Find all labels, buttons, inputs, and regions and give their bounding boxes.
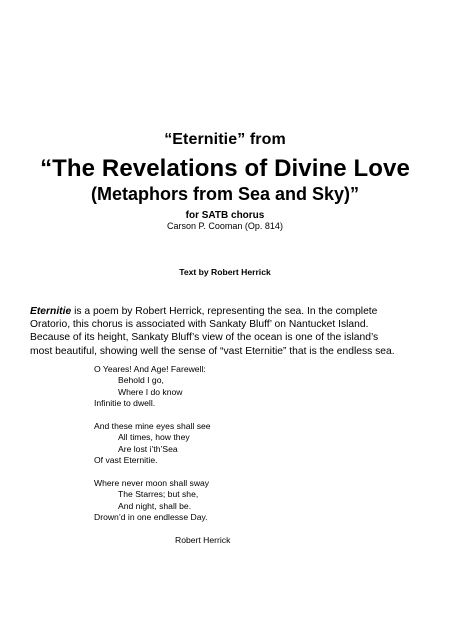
poem-line: Infinitie to dwell.	[94, 398, 156, 409]
intro-line-1	[30, 305, 422, 318]
intro-line-4: most beautiful, showing well the sense of “vast Eternitie” that is the endless sea.	[30, 345, 395, 357]
poem	[94, 364, 230, 546]
voicing: for SATB chorus	[185, 210, 265, 221]
poem-stanza	[94, 421, 230, 467]
poem-line: And these mine eyes shall see	[94, 421, 211, 432]
work-title: “The Revelations of Divine Love	[40, 155, 410, 182]
intro-line-2: Oratorio, this chorus is associated with Sankaty Bluff’ on Nantucket Island.	[30, 319, 369, 331]
work-subtitle: (Metaphors from Sea and Sky)”	[90, 184, 360, 204]
poem-line: Behold I go,	[118, 375, 164, 386]
poem-line: Of vast Eternitie.	[94, 455, 158, 466]
poem-line: Where I do know	[118, 386, 183, 397]
poem-stanza	[94, 364, 230, 410]
poem-line: All times, how they	[118, 432, 190, 443]
work-subtitle-line: “Eternitie” from	[164, 131, 286, 148]
intro-line-3: Because of its height, Sankaty Bluff’s view of the ocean is one of the island’s	[30, 332, 379, 344]
poem-line: And night, shall be.	[118, 500, 192, 511]
poem-line: O Yeares! And Age! Farewell:	[94, 364, 206, 374]
poem-line: Where never moon shall sway	[94, 478, 210, 489]
text-credit: Text by Robert Herrick	[179, 267, 271, 277]
poem-stanza	[94, 478, 230, 524]
poem-line: Are lost i’th’Sea	[118, 443, 178, 454]
poem-author: Robert Herrick	[175, 535, 231, 546]
poem-line: The Starres; but she,	[118, 489, 199, 500]
intro-term: Eternitie	[30, 306, 72, 317]
intro-line-1-rest: is a poem by Robert Herrick, representing the sea. In the complete	[71, 306, 378, 317]
poem-line: Drown’d in one endlesse Day.	[94, 512, 208, 523]
composer: Carson P. Cooman (Op. 814)	[167, 221, 283, 231]
intro-paragraph	[30, 305, 422, 358]
